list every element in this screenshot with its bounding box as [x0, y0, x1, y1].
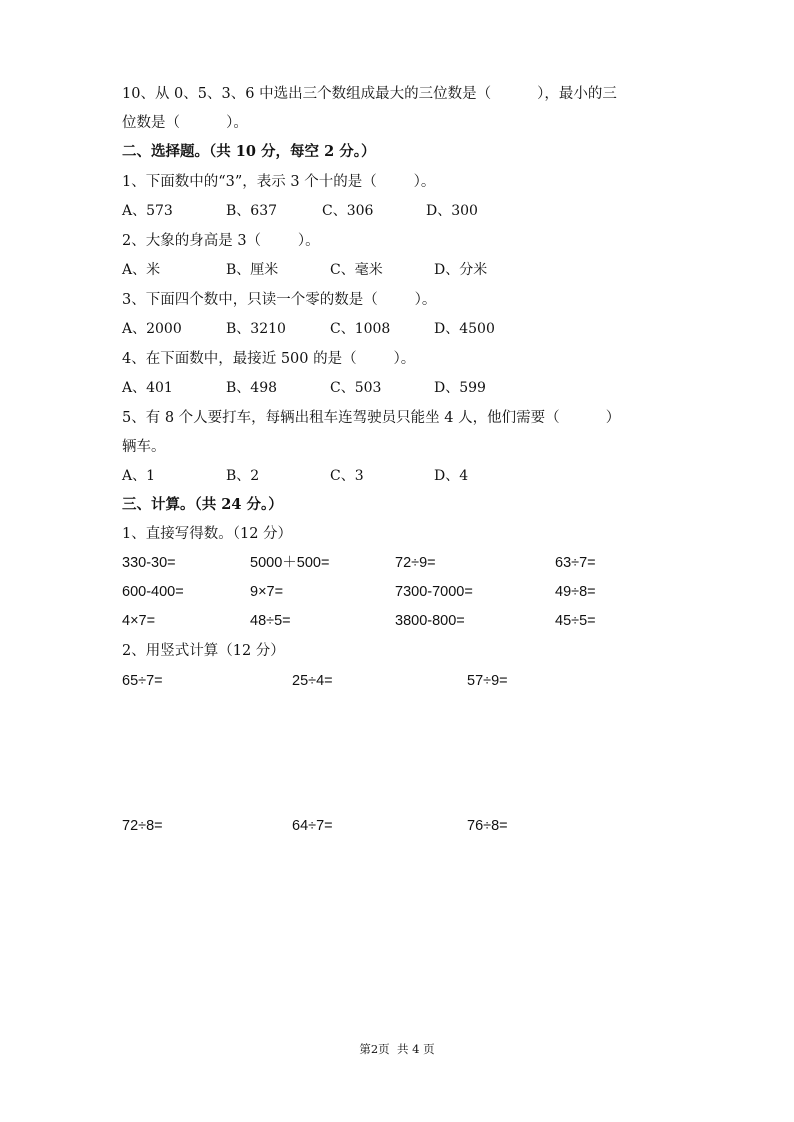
vertical-calc-1-2: 25÷4=: [292, 673, 333, 689]
question-2-4: 4、在下面数中，最接近 500 的是（ ）。: [122, 351, 416, 367]
option-2-2-c: C、毫米: [330, 262, 383, 278]
vertical-calc-1-1: 65÷7=: [122, 673, 163, 689]
option-2-5-a: A、1: [122, 468, 156, 484]
option-2-5-c: C、3: [330, 468, 364, 484]
option-2-1-c: C、306: [322, 203, 374, 219]
section-3-part1-title: 1、直接写得数。（12 分）: [122, 526, 293, 542]
calc-1-4: 63÷7=: [555, 555, 596, 571]
option-2-3-d: D、4500: [434, 321, 495, 337]
option-2-1-a: A、573: [122, 203, 173, 219]
section-3-part2-title: 2、用竖式计算（12 分）: [122, 643, 285, 659]
question-10-line1: 10、从 0、5、3、6 中选出三个数组成最大的三位数是（ ），最小的三: [122, 86, 617, 102]
option-2-4-d: D、599: [434, 380, 486, 396]
vertical-calc-2-2: 64÷7=: [292, 818, 333, 834]
question-2-3: 3、下面四个数中，只读一个零的数是（ ）。: [122, 292, 437, 308]
page-footer: 第2页 共 4 页: [359, 1042, 435, 1056]
calc-3-2: 48÷5=: [250, 613, 291, 629]
calc-3-3: 3800-800=: [395, 613, 465, 629]
section-2-title: 二、选择题。（共 10 分，每空 2 分。）: [122, 143, 376, 160]
calc-2-4: 49÷8=: [555, 584, 596, 600]
question-2-2: 2、大象的身高是 3（ ）。: [122, 233, 320, 249]
calc-2-2: 9×7=: [250, 584, 284, 600]
vertical-calc-2-3: 76÷8=: [467, 818, 508, 834]
option-2-2-a: A、米: [122, 262, 161, 278]
question-2-5-line1: 5、有 8 个人要打车，每辆出租车连驾驶员只能坐 4 人，他们需要（ ）: [122, 410, 621, 426]
option-2-4-c: C、503: [330, 380, 382, 396]
option-2-2-d: D、分米: [434, 262, 488, 278]
calc-3-1: 4×7=: [122, 613, 156, 629]
option-2-4-b: B、498: [226, 380, 278, 396]
section-3-title: 三、计算。（共 24 分。）: [122, 496, 283, 513]
option-2-5-b: B、2: [226, 468, 260, 484]
option-2-3-a: A、2000: [122, 321, 182, 337]
calc-3-4: 45÷5=: [555, 613, 596, 629]
question-2-1: 1、下面数中的“3”，表示 3 个十的是（ ）。: [122, 174, 436, 190]
option-2-4-a: A、401: [122, 380, 173, 396]
vertical-calc-2-1: 72÷8=: [122, 818, 163, 834]
option-2-2-b: B、厘米: [226, 262, 279, 278]
vertical-calc-1-3: 57÷9=: [467, 673, 508, 689]
calc-2-1: 600-400=: [122, 584, 184, 600]
calc-1-3: 72÷9=: [395, 555, 436, 571]
question-10-line2: 位数是（ ）。: [122, 115, 248, 131]
calc-1-2: 5000＋500=: [250, 555, 330, 571]
question-2-5-line2: 辆车。: [122, 439, 166, 455]
calc-2-3: 7300-7000=: [395, 584, 473, 600]
option-2-1-b: B、637: [226, 203, 278, 219]
option-2-1-d: D、300: [426, 203, 478, 219]
option-2-3-b: B、3210: [226, 321, 286, 337]
option-2-5-d: D、4: [434, 468, 469, 484]
calc-1-1: 330-30=: [122, 555, 176, 571]
option-2-3-c: C、1008: [330, 321, 391, 337]
